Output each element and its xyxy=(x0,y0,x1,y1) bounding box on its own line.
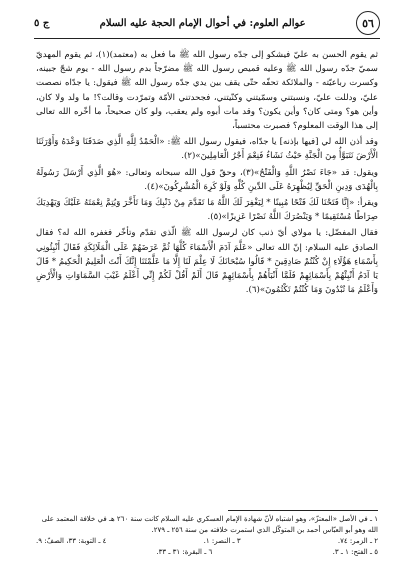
footnote-row xyxy=(36,536,378,547)
paragraph: ويقول: قد «جَاءَ نَصْرُ اللَّهِ وَالْفَتْحُ»(٣)، وحقّ قول الله سبحانه وتعالى: «هُوَ الَّذِي أَرْسَلَ رَسُولَهُ بِالْهُدَى وَدِينِ الْحَقِّ لِيُظْهِرَهُ عَلَى الدِّينِ كُلِّهِ وَلَوْ كَرِهَ الْمُشْرِكُونَ»(٤). xyxy=(36,167,378,192)
paragraph: ويقرأ: «إِنَّا فَتَحْنَا لَكَ فَتْحًا مُبِينًا * لِيَغْفِرَ لَكَ اللَّهُ مَا تَقَدَّمَ مِنْ ذَنْبِكَ وَمَا تَأَخَّرَ وَيُتِمَّ نِعْمَتَهُ عَلَيْكَ وَيَهْدِيَكَ صِرَاطًا مُسْتَقِيمًا * وَيَنْصُرَكَ اللَّهُ نَصْرًا عَزِيزًا»(٥). xyxy=(36,198,378,223)
footnote-4: ٤ ـ التوبة: ٣٣، الصفّ: ٩. xyxy=(36,537,107,545)
footnote-1: ١ ـ في الأصل «المعتزّ»، وهو اشتباه لأنّ شهادة الإمام العسكري عليه السلام كانت سنة ٢٦٠ هـ في خلافة المعتمد على الله وهو أبو العبّاس أحمد بن المتوكّل الذي استمرت خلافته من سنة ٢٥٦ ـ ٢٧٩. xyxy=(41,515,378,534)
header-divider xyxy=(34,38,380,39)
footnotes xyxy=(36,514,378,558)
paragraph: فقال المفضّل: يا مولاي أيّ ذنب كان لرسول الله ﷺ الّذي تقدّم وتأخّر فغفره الله له؟ فقال الصادق عليه السلام: إنّ الله تعالى «عَلَّمَ آدَمَ الْأَسْمَاءَ كُلَّهَا ثُمَّ عَرَضَهُمْ عَلَى الْمَلَائِكَةِ فَقَالَ أَنْبِئُونِي بِأَسْمَاءِ هَؤُلَاءِ إِنْ كُنْتُمْ صَادِقِينَ * قَالُوا سُبْحَانَكَ لَا عِلْمَ لَنَا إِلَّا مَا عَلَّمْتَنَا إِنَّكَ أَنْتَ الْعَلِيمُ الْحَكِيمُ * قَالَ يَا آدَمُ أَنْبِئْهُمْ بِأَسْمَائِهِمْ فَلَمَّا أَنْبَأَهُمْ بِأَسْمَائِهِمْ قَالَ أَلَمْ أَقُلْ لَكُمْ إِنِّي أَعْلَمُ غَيْبَ السَّمَاوَاتِ وَالْأَرْضِ وَأَعْلَمُ مَا تُبْدُونَ وَمَا كُنْتُمْ تَكْتُمُونَ»(٦). xyxy=(36,228,378,296)
footnote-divider xyxy=(228,510,378,511)
footnote-6: ٦ ـ البقرة: ٣١ ـ ٣٣. xyxy=(156,548,213,556)
paragraph: وقد أذن الله لي [فيها بإذنه] يا جدّاه، فيقول رسول الله ﷺ: «الْحَمْدُ لِلَّهِ الَّذِي صَدَقَنَا وَعْدَهُ وَأَوْرَثَنَا الْأَرْضَ نَتَبَوَّأُ مِنَ الْجَنَّةِ حَيْثُ نَشَاءُ فَنِعْمَ أَجْرُ الْعَامِلِينَ»(٢). xyxy=(36,137,378,162)
volume-label: ج ٥ xyxy=(34,17,50,29)
footnote-3: ٣ ـ النصر: ١. xyxy=(203,537,241,545)
page-header xyxy=(34,10,380,36)
running-title: عوالم العلوم: في أحوال الإمام الحجة عليه السلام xyxy=(99,17,306,29)
page-number: ٥٦ xyxy=(356,11,380,35)
footnote-2: ٢ ـ الزمر: ٧٤. xyxy=(337,537,378,545)
footnote-5: ٥ ـ الفتح: ١ ـ ٣. xyxy=(332,548,378,556)
footnote-row xyxy=(36,547,378,558)
paragraph: ثم يقوم الحسن به عليّ فيشكو إلى جدّه رسول الله ﷺ ما فعل به (معتمد)(١)، ثم يقوم المهديّ سميّ جدّه رسول الله ﷺ وعليه قميص رسول الله ﷺ مضرّجاً بدم رسول الله - يوم شجّ جبينه، وكسرت رباعيّته - والملائكة تحفّه حتّى يقف بين يدي جدّه رسول الله ﷺ فيقول: يا جدّاه نصصت عليّ، ودللت عليّ، ونسبتني وسمّيتني وكنّيتني، فجحدتني الأمّة وتمرّدت وقالت؟! ما ولد ولا كان، وأين هو؟ ومتى كان؟ وأين يكون؟ وقد مات أبوه ولم يعقب، ولو كان صحيحاً، ما أخّره الله تعالى إلى هذا الوقت المعلوم؟ فصبرت محتسباً، xyxy=(36,50,378,132)
main-text xyxy=(36,48,378,299)
